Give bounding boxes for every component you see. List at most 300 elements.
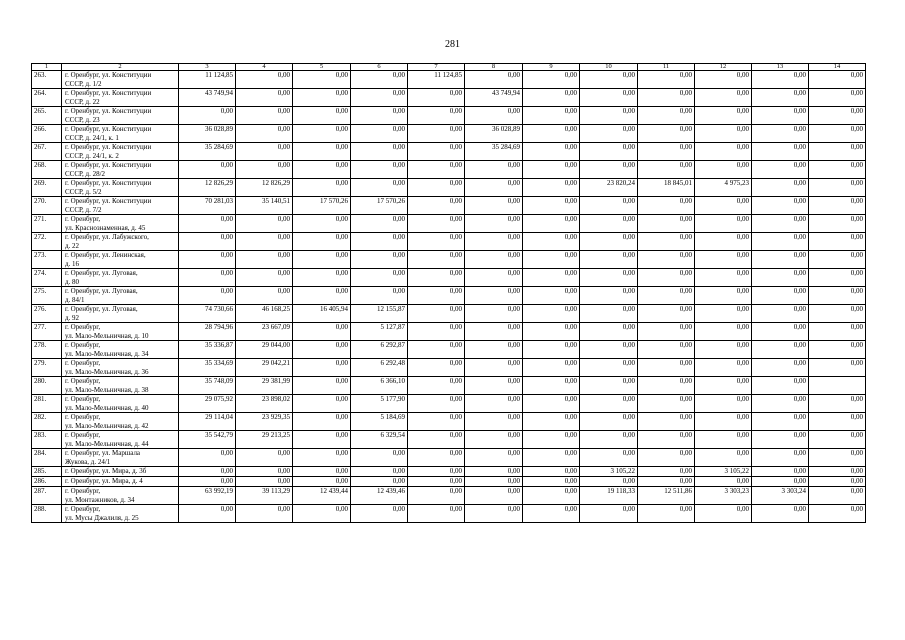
value-cell: 0,00 xyxy=(465,359,523,377)
column-number: 7 xyxy=(408,64,465,71)
value-cell: 0,00 xyxy=(580,125,638,143)
value-cell: 0,00 xyxy=(236,215,293,233)
address-cell xyxy=(62,179,179,197)
column-number: 5 xyxy=(293,64,351,71)
value-cell: 0,00 xyxy=(809,251,866,269)
value-cell: 0,00 xyxy=(465,477,523,487)
value-cell: 12 155,87 xyxy=(351,305,408,323)
value-cell: 0,00 xyxy=(293,505,351,523)
value-cell: 0,00 xyxy=(580,269,638,287)
table-row xyxy=(32,197,866,215)
value-cell: 0,00 xyxy=(236,449,293,467)
value-cell: 0,00 xyxy=(236,233,293,251)
value-cell: 0,00 xyxy=(351,505,408,523)
table-row xyxy=(32,161,866,179)
value-cell: 0,00 xyxy=(293,71,351,89)
value-cell: 0,00 xyxy=(580,89,638,107)
column-number-row xyxy=(32,64,866,71)
value-cell: 29 381,99 xyxy=(236,377,293,395)
value-cell: 0,00 xyxy=(236,143,293,161)
value-cell: 0,00 xyxy=(809,341,866,359)
value-cell: 0,00 xyxy=(408,467,465,477)
table-row xyxy=(32,305,866,323)
value-cell: 36 028,89 xyxy=(465,125,523,143)
value-cell: 0,00 xyxy=(408,179,465,197)
address-line: г. Оренбург, ул. Луговая, xyxy=(65,305,138,313)
value-cell: 0,00 xyxy=(465,215,523,233)
value-cell: 0,00 xyxy=(580,341,638,359)
value-cell: 12 439,46 xyxy=(351,487,408,505)
address-line: ул. Мало-Мельничная, д. 44 xyxy=(65,439,149,448)
table-row xyxy=(32,395,866,413)
value-cell: 0,00 xyxy=(752,107,809,125)
address-cell xyxy=(62,125,179,143)
value-cell: 0,00 xyxy=(523,197,580,215)
address-line: ул. Мало-Мельничная, д. 40 xyxy=(65,403,149,412)
address-cell xyxy=(62,287,179,305)
value-cell: 6 292,87 xyxy=(351,341,408,359)
address-line: д. 84/1 xyxy=(65,295,85,304)
table-row xyxy=(32,269,866,287)
value-cell: 0,00 xyxy=(580,71,638,89)
value-cell: 0,00 xyxy=(465,287,523,305)
value-cell: 0,00 xyxy=(179,449,236,467)
value-cell: 0,00 xyxy=(465,413,523,431)
column-number: 11 xyxy=(638,64,695,71)
value-cell: 0,00 xyxy=(695,431,752,449)
value-cell: 0,00 xyxy=(809,179,866,197)
value-cell: 12 439,44 xyxy=(293,487,351,505)
value-cell: 0,00 xyxy=(580,305,638,323)
value-cell: 0,00 xyxy=(179,215,236,233)
value-cell: 0,00 xyxy=(236,477,293,487)
row-number: 277. xyxy=(32,323,62,341)
value-cell: 0,00 xyxy=(752,269,809,287)
table-row xyxy=(32,143,866,161)
table-row xyxy=(32,377,866,395)
value-cell: 0,00 xyxy=(809,125,866,143)
value-cell: 0,00 xyxy=(695,377,752,395)
value-cell: 0,00 xyxy=(695,143,752,161)
value-cell: 0,00 xyxy=(638,341,695,359)
value-cell: 43 749,94 xyxy=(179,89,236,107)
row-number: 268. xyxy=(32,161,62,179)
value-cell: 0,00 xyxy=(752,467,809,477)
value-cell: 0,00 xyxy=(695,197,752,215)
value-cell: 0,00 xyxy=(408,197,465,215)
value-cell: 0,00 xyxy=(293,477,351,487)
value-cell: 0,00 xyxy=(465,269,523,287)
value-cell: 0,00 xyxy=(293,323,351,341)
address-cell xyxy=(62,197,179,215)
value-cell: 0,00 xyxy=(523,287,580,305)
value-cell: 0,00 xyxy=(408,89,465,107)
value-cell: 0,00 xyxy=(465,487,523,505)
address-line: г. Оренбург, xyxy=(65,377,101,385)
address-cell xyxy=(62,487,179,505)
table-row xyxy=(32,449,866,467)
address-line: д. 22 xyxy=(65,241,80,250)
address-line: г. Оренбург, ул. Конституции xyxy=(65,179,152,187)
value-cell: 0,00 xyxy=(465,505,523,523)
row-number: 281. xyxy=(32,395,62,413)
value-cell: 0,00 xyxy=(179,233,236,251)
value-cell: 35 140,51 xyxy=(236,197,293,215)
address-line: г. Оренбург, ул. Конституции xyxy=(65,143,152,151)
value-cell: 74 730,66 xyxy=(179,305,236,323)
value-cell: 0,00 xyxy=(523,125,580,143)
address-line: ул. Мало-Мельничная, д. 34 xyxy=(65,349,149,358)
column-number: 9 xyxy=(523,64,580,71)
value-cell: 0,00 xyxy=(638,143,695,161)
value-cell: 19 118,33 xyxy=(580,487,638,505)
value-cell: 35 542,79 xyxy=(179,431,236,449)
value-cell: 5 127,87 xyxy=(351,323,408,341)
row-number: 263. xyxy=(32,71,62,89)
address-cell xyxy=(62,377,179,395)
address-line: СССР, д. 5/2 xyxy=(65,187,102,196)
value-cell: 0,00 xyxy=(408,287,465,305)
value-cell: 0,00 xyxy=(695,269,752,287)
value-cell: 0,00 xyxy=(638,395,695,413)
row-number: 267. xyxy=(32,143,62,161)
value-cell: 0,00 xyxy=(752,143,809,161)
value-cell: 0,00 xyxy=(638,323,695,341)
value-cell: 0,00 xyxy=(236,161,293,179)
value-cell: 0,00 xyxy=(638,305,695,323)
column-number: 14 xyxy=(809,64,866,71)
address-line: г. Оренбург, xyxy=(65,359,101,367)
value-cell: 0,00 xyxy=(351,179,408,197)
address-line: г. Оренбург, xyxy=(65,487,101,495)
value-cell: 0,00 xyxy=(293,233,351,251)
address-line: ул. Мало-Мельничная, д. 42 xyxy=(65,421,149,430)
value-cell: 0,00 xyxy=(580,477,638,487)
value-cell: 0,00 xyxy=(408,323,465,341)
value-cell: 0,00 xyxy=(580,377,638,395)
value-cell: 16 405,94 xyxy=(293,305,351,323)
row-number: 266. xyxy=(32,125,62,143)
value-cell: 0,00 xyxy=(809,359,866,377)
value-cell: 0,00 xyxy=(695,107,752,125)
value-cell: 0,00 xyxy=(695,233,752,251)
value-cell: 0,00 xyxy=(809,143,866,161)
address-line: г. Оренбург, ул. Маршала xyxy=(65,449,141,457)
value-cell: 0,00 xyxy=(580,413,638,431)
value-cell: 0,00 xyxy=(695,413,752,431)
value-cell: 0,00 xyxy=(408,359,465,377)
address-line: г. Оренбург, ул. Мира, д. 4 xyxy=(65,477,143,485)
value-cell: 0,00 xyxy=(523,107,580,125)
value-cell: 0,00 xyxy=(695,477,752,487)
value-cell: 0,00 xyxy=(465,395,523,413)
address-line: СССР, д. 23 xyxy=(65,115,100,124)
address-line: СССР, д. 7/2 xyxy=(65,205,102,214)
value-cell: 0,00 xyxy=(465,161,523,179)
value-cell: 0,00 xyxy=(523,215,580,233)
value-cell: 0,00 xyxy=(809,449,866,467)
column-number: 3 xyxy=(179,64,236,71)
value-cell: 12 826,29 xyxy=(179,179,236,197)
value-cell: 0,00 xyxy=(752,305,809,323)
value-cell: 0,00 xyxy=(580,197,638,215)
column-number: 1 xyxy=(32,64,62,71)
value-cell: 0,00 xyxy=(523,477,580,487)
value-cell: 12 826,29 xyxy=(236,179,293,197)
value-cell: 0,00 xyxy=(638,251,695,269)
table-row xyxy=(32,89,866,107)
address-line: г. Оренбург, ул. Луговая, xyxy=(65,269,138,277)
value-cell: 0,00 xyxy=(638,377,695,395)
column-number: 12 xyxy=(695,64,752,71)
value-cell: 0,00 xyxy=(351,477,408,487)
value-cell: 0,00 xyxy=(351,107,408,125)
value-cell: 0,00 xyxy=(236,89,293,107)
value-cell: 0,00 xyxy=(638,269,695,287)
table-row xyxy=(32,413,866,431)
row-number: 282. xyxy=(32,413,62,431)
value-cell: 3 303,24 xyxy=(752,487,809,505)
address-line: г. Оренбург, ул. Лабужского, xyxy=(65,233,149,241)
value-cell: 0,00 xyxy=(351,269,408,287)
column-number: 13 xyxy=(752,64,809,71)
value-cell: 0,00 xyxy=(293,413,351,431)
value-cell: 0,00 xyxy=(809,395,866,413)
value-cell: 0,00 xyxy=(293,467,351,477)
value-cell: 0,00 xyxy=(695,251,752,269)
value-cell: 0,00 xyxy=(465,431,523,449)
value-cell: 0,00 xyxy=(179,161,236,179)
value-cell: 0,00 xyxy=(293,359,351,377)
row-number: 276. xyxy=(32,305,62,323)
value-cell: 0,00 xyxy=(752,161,809,179)
value-cell: 0,00 xyxy=(236,467,293,477)
table-row xyxy=(32,359,866,377)
value-cell: 0,00 xyxy=(293,215,351,233)
row-number: 286. xyxy=(32,477,62,487)
value-cell: 0,00 xyxy=(523,305,580,323)
address-line: г. Оренбург, ул. Конституции xyxy=(65,197,152,205)
address-line: ул. Краснознаменная, д. 45 xyxy=(65,223,146,232)
address-line: г. Оренбург, xyxy=(65,323,101,331)
table-row xyxy=(32,505,866,523)
value-cell: 0,00 xyxy=(523,143,580,161)
value-cell: 0,00 xyxy=(809,431,866,449)
row-number: 265. xyxy=(32,107,62,125)
value-cell: 29 075,92 xyxy=(179,395,236,413)
address-cell xyxy=(62,505,179,523)
value-cell: 0,00 xyxy=(408,449,465,467)
value-cell: 6 292,48 xyxy=(351,359,408,377)
row-number: 271. xyxy=(32,215,62,233)
value-cell: 0,00 xyxy=(580,143,638,161)
value-cell: 0,00 xyxy=(236,505,293,523)
value-cell: 0,00 xyxy=(179,467,236,477)
address-line: СССР, д. 28/2 xyxy=(65,169,106,178)
value-cell: 12 511,86 xyxy=(638,487,695,505)
value-cell: 0,00 xyxy=(809,197,866,215)
address-cell xyxy=(62,233,179,251)
address-line: г. Оренбург, xyxy=(65,505,101,513)
value-cell: 0,00 xyxy=(236,107,293,125)
value-cell xyxy=(809,377,866,395)
row-number: 285. xyxy=(32,467,62,477)
table-row xyxy=(32,179,866,197)
address-cell xyxy=(62,107,179,125)
value-cell: 0,00 xyxy=(465,467,523,477)
value-cell: 0,00 xyxy=(752,449,809,467)
row-number: 264. xyxy=(32,89,62,107)
value-cell: 70 281,03 xyxy=(179,197,236,215)
address-line: СССР, д. 22 xyxy=(65,97,100,106)
value-cell: 0,00 xyxy=(809,305,866,323)
value-cell: 0,00 xyxy=(408,215,465,233)
address-cell xyxy=(62,477,179,487)
address-cell xyxy=(62,251,179,269)
value-cell: 0,00 xyxy=(465,449,523,467)
value-cell: 0,00 xyxy=(638,233,695,251)
value-cell: 0,00 xyxy=(408,161,465,179)
value-cell: 0,00 xyxy=(523,395,580,413)
address-cell xyxy=(62,269,179,287)
value-cell: 46 168,25 xyxy=(236,305,293,323)
value-cell: 0,00 xyxy=(809,287,866,305)
value-cell: 0,00 xyxy=(293,449,351,467)
address-line: д. 16 xyxy=(65,259,80,268)
address-cell xyxy=(62,413,179,431)
value-cell: 0,00 xyxy=(809,505,866,523)
address-line: СССР, д. 1/2 xyxy=(65,79,102,88)
value-cell: 5 184,69 xyxy=(351,413,408,431)
address-line: ул. Мало-Мельничная, д. 10 xyxy=(65,331,149,340)
value-cell: 3 105,22 xyxy=(580,467,638,477)
value-cell: 0,00 xyxy=(752,431,809,449)
address-line: г. Оренбург, xyxy=(65,215,101,223)
table-row xyxy=(32,107,866,125)
column-number: 4 xyxy=(236,64,293,71)
value-cell: 0,00 xyxy=(580,161,638,179)
value-cell: 0,00 xyxy=(638,107,695,125)
value-cell: 0,00 xyxy=(638,413,695,431)
address-cell xyxy=(62,467,179,477)
value-cell: 23 820,24 xyxy=(580,179,638,197)
value-cell: 23 898,02 xyxy=(236,395,293,413)
row-number: 278. xyxy=(32,341,62,359)
value-cell: 0,00 xyxy=(523,487,580,505)
value-cell: 0,00 xyxy=(809,467,866,477)
value-cell: 0,00 xyxy=(351,143,408,161)
value-cell: 0,00 xyxy=(408,413,465,431)
value-cell: 5 177,90 xyxy=(351,395,408,413)
value-cell: 0,00 xyxy=(809,413,866,431)
table-row xyxy=(32,287,866,305)
address-cell xyxy=(62,395,179,413)
value-cell: 0,00 xyxy=(465,377,523,395)
value-cell: 0,00 xyxy=(408,233,465,251)
value-cell: 35 334,69 xyxy=(179,359,236,377)
value-cell: 0,00 xyxy=(752,71,809,89)
value-cell: 0,00 xyxy=(408,431,465,449)
value-cell: 0,00 xyxy=(752,89,809,107)
address-line: г. Оренбург, xyxy=(65,431,101,439)
table-row xyxy=(32,251,866,269)
address-line: г. Оренбург, ул. Мира, д. 3б xyxy=(65,467,147,475)
value-cell: 0,00 xyxy=(523,161,580,179)
address-cell xyxy=(62,323,179,341)
value-cell: 36 028,89 xyxy=(179,125,236,143)
address-line: г. Оренбург, ул. Ленинская, xyxy=(65,251,146,259)
value-cell: 0,00 xyxy=(293,179,351,197)
value-cell: 0,00 xyxy=(580,449,638,467)
row-number: 269. xyxy=(32,179,62,197)
value-cell: 0,00 xyxy=(638,161,695,179)
value-cell: 0,00 xyxy=(351,449,408,467)
value-cell: 0,00 xyxy=(695,449,752,467)
value-cell: 0,00 xyxy=(351,251,408,269)
value-cell: 0,00 xyxy=(752,341,809,359)
address-cell xyxy=(62,143,179,161)
value-cell: 0,00 xyxy=(752,377,809,395)
address-cell xyxy=(62,341,179,359)
value-cell: 0,00 xyxy=(809,71,866,89)
value-cell: 0,00 xyxy=(638,215,695,233)
value-cell: 0,00 xyxy=(695,359,752,377)
value-cell: 35 336,87 xyxy=(179,341,236,359)
value-cell: 0,00 xyxy=(752,215,809,233)
address-line: Жукова, д. 24/1 xyxy=(65,457,111,466)
value-cell: 0,00 xyxy=(293,395,351,413)
address-line: ул. Монтажников, д. 34 xyxy=(65,495,135,504)
value-cell: 0,00 xyxy=(752,323,809,341)
value-cell: 0,00 xyxy=(523,251,580,269)
value-cell: 0,00 xyxy=(752,179,809,197)
row-number: 280. xyxy=(32,377,62,395)
value-cell: 17 570,26 xyxy=(293,197,351,215)
value-cell: 0,00 xyxy=(523,449,580,467)
table-row xyxy=(32,125,866,143)
value-cell: 0,00 xyxy=(809,107,866,125)
table-row xyxy=(32,431,866,449)
address-line: г. Оренбург, ул. Конституции xyxy=(65,125,152,133)
value-cell: 0,00 xyxy=(465,323,523,341)
row-number: 270. xyxy=(32,197,62,215)
value-cell: 0,00 xyxy=(695,125,752,143)
value-cell: 0,00 xyxy=(293,89,351,107)
column-number: 2 xyxy=(62,64,179,71)
value-cell: 0,00 xyxy=(638,477,695,487)
value-cell: 0,00 xyxy=(179,107,236,125)
value-cell: 0,00 xyxy=(580,431,638,449)
table-row xyxy=(32,323,866,341)
address-line: г. Оренбург, ул. Конституции xyxy=(65,107,152,115)
value-cell: 0,00 xyxy=(752,477,809,487)
column-number: 6 xyxy=(351,64,408,71)
value-cell: 0,00 xyxy=(351,287,408,305)
value-cell: 0,00 xyxy=(293,341,351,359)
address-cell xyxy=(62,89,179,107)
page-number: 281 xyxy=(445,39,460,50)
value-cell: 0,00 xyxy=(580,505,638,523)
value-cell: 28 794,96 xyxy=(179,323,236,341)
value-cell: 0,00 xyxy=(638,89,695,107)
address-cell xyxy=(62,449,179,467)
value-cell: 0,00 xyxy=(408,395,465,413)
value-cell: 3 105,22 xyxy=(695,467,752,477)
table-row xyxy=(32,233,866,251)
value-cell: 29 114,04 xyxy=(179,413,236,431)
value-cell: 0,00 xyxy=(408,505,465,523)
value-cell: 0,00 xyxy=(465,305,523,323)
